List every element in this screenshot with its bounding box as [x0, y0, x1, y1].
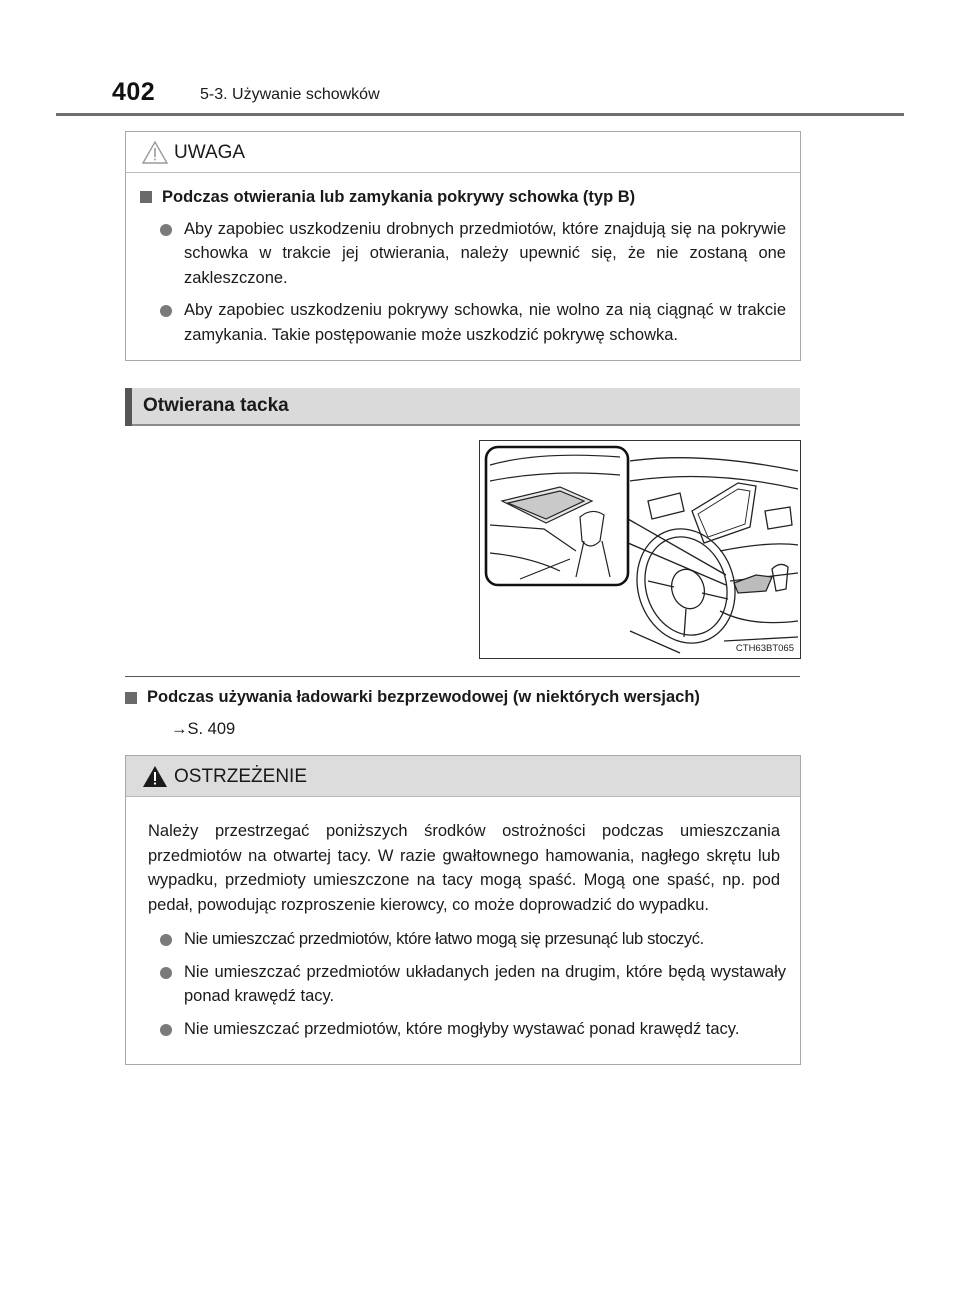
caution-bullet-text: Aby zapobiec uszkodzeniu pokrywy schowka, nie wolno za nią ciągnąć w trakcie zamykania. Takie postępowanie może uszkodzić pokrywę schowka. — [184, 301, 786, 344]
round-bullet-icon — [160, 967, 172, 979]
warning-bullet-text: Nie umieszczać przedmiotów, które łatwo mogą się przesunąć lub stoczyć. — [184, 930, 704, 948]
warning-intro: Należy przestrzegać poniższych środków ostrożności podczas umieszczania przedmiotów na otwartej tacy. W razie gwałtownego hamowania, nagłego skrętu lub wypadku, przedmioty umieszczone na tacy mogą spaść. Mogą one spaść, np. pod pedał, powodując rozproszenie kierowcy, co może doprowadzić do wypadku. — [148, 822, 780, 914]
round-bullet-icon — [160, 224, 172, 236]
section-title: 5-3. Używanie schowków — [200, 86, 380, 103]
round-bullet-icon — [160, 305, 172, 317]
page-header — [112, 78, 904, 118]
charging-note — [125, 688, 800, 739]
caution-box — [125, 131, 801, 361]
warning-bullet — [140, 960, 786, 1009]
section-banner — [125, 388, 800, 426]
warning-bullet — [140, 1017, 786, 1042]
caution-triangle-icon — [142, 141, 168, 164]
caution-heading-text: Podczas otwierania lub zamykania pokrywy schowka (typ B) — [162, 188, 636, 206]
charging-heading-text: Podczas używania ładowarki bezprzewodowej (w niektórych wersjach) — [147, 688, 700, 706]
caution-bullet-text: Aby zapobiec uszkodzeniu drobnych przedmiotów, które znajdują się na pokrywie schowka w trakcie jej otwierania, należy upewnić się, że nie zostaną one zakleszczone. — [184, 219, 786, 287]
charging-heading — [125, 688, 800, 707]
page-reference: →S. 409 — [171, 720, 236, 738]
caution-body — [126, 173, 800, 347]
banner-accent-bar — [125, 388, 132, 426]
round-bullet-icon — [160, 1024, 172, 1036]
warning-bullet-text: Nie umieszczać przedmiotów układanych jeden na drugim, które będą wystawały ponad krawędź tacy. — [184, 962, 786, 1005]
square-bullet-icon — [125, 692, 137, 704]
warning-box — [125, 755, 801, 1065]
square-bullet-icon — [140, 191, 152, 203]
caution-heading — [140, 185, 786, 210]
warning-bullet-text: Nie umieszczać przedmiotów, które mogłyby wystawać ponad krawędź tacy. — [184, 1019, 740, 1038]
caution-bullet — [140, 217, 786, 291]
section-banner-title: Otwierana tacka — [143, 395, 289, 416]
round-bullet-icon — [160, 934, 172, 946]
header-rule — [56, 113, 904, 116]
page-number: 402 — [112, 78, 156, 106]
warning-bullet — [140, 927, 786, 952]
figure-code: CTH63BT065 — [735, 643, 794, 654]
warning-body — [126, 797, 800, 1041]
open-tray-illustration — [479, 440, 801, 659]
caution-bullet — [140, 298, 786, 347]
dashboard-drawing — [480, 441, 800, 658]
caution-box-header — [126, 132, 800, 173]
section-divider — [125, 676, 800, 677]
warning-title: OSTRZEŻENIE — [174, 766, 308, 787]
caution-title: UWAGA — [174, 142, 246, 163]
warning-box-header — [126, 756, 800, 797]
warning-triangle-icon — [142, 765, 168, 788]
